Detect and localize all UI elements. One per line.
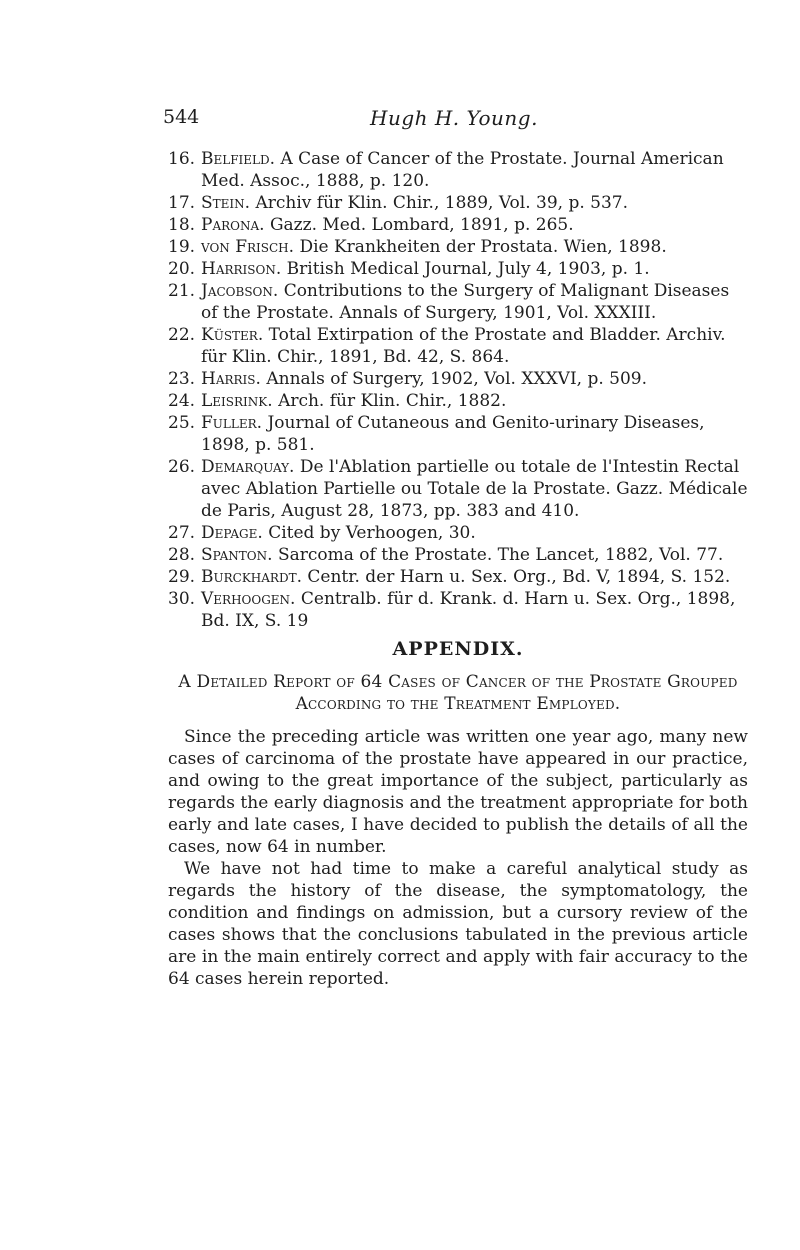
reference-item (168, 236, 748, 258)
reference-text: Arch. für Klin. Chir., 1882. (278, 391, 507, 411)
reference-number: 25. (168, 413, 196, 433)
reference-item (168, 192, 748, 214)
paragraph: Since the preceding article was written one year ago, many new cases of carcinoma of the prostate have appeared in our practice, and owing to the great importance of the subject, particularly as regards the early diagnosis and the treatment appropriate for both early and late cases, I have decided to publish the details of all the cases, now 64 in number. (168, 727, 748, 857)
appendix-subtitle: A Detailed Report of 64 Cases of Cancer of the Prostate Grouped According to the Treatment Employed. (178, 672, 738, 714)
appendix-title: APPENDIX. (392, 638, 524, 660)
reference-text: British Medical Journal, July 4, 1903, p. 1. (286, 259, 650, 279)
reference-item (168, 544, 748, 566)
reference-text: Die Krankheiten der Prostata. Wien, 1898. (299, 237, 667, 257)
page-number: 544 (163, 106, 200, 128)
reference-number: 17. (168, 193, 196, 213)
reference-text: Total Extirpation of the Prostate and Bladder. Archiv. für Klin. Chir., 1891, Bd. 42, S. 864. (201, 325, 726, 367)
reference-number: 24. (168, 391, 196, 411)
running-head: Hugh H. Young. (370, 106, 538, 130)
reference-text: Centralb. für d. Krank. d. Harn u. Sex. Org., 1898, Bd. IX, S. 19 (201, 589, 736, 631)
reference-text: Archiv für Klin. Chir., 1889, Vol. 39, p. 537. (255, 193, 628, 213)
reference-author: von Frisch. (201, 237, 295, 257)
page-header (0, 106, 800, 136)
reference-author: Leisrink. (201, 391, 273, 411)
reference-author: Jacobson. (201, 281, 279, 301)
reference-author: Küster. (201, 325, 264, 345)
reference-number: 30. (168, 589, 196, 609)
reference-text: De l'Ablation partielle ou totale de l'Intestin Rectal avec Ablation Partielle ou Totale de la Prostate. Gazz. Médicale de Paris, August 28, 1873, pp. 383 and 410. (201, 457, 748, 521)
reference-number: 29. (168, 567, 196, 587)
reference-item (168, 148, 748, 192)
reference-item (168, 412, 748, 456)
reference-list (168, 148, 748, 632)
reference-item (168, 588, 748, 632)
reference-author: Verhoogen. (201, 589, 296, 609)
reference-number: 28. (168, 545, 196, 565)
reference-author: Burckhardt. (201, 567, 302, 587)
reference-number: 26. (168, 457, 196, 477)
reference-number: 22. (168, 325, 196, 345)
reference-item (168, 390, 748, 412)
reference-author: Fuller. (201, 413, 263, 433)
reference-text: A Case of Cancer of the Prostate. Journal American Med. Assoc., 1888, p. 120. (201, 149, 724, 191)
reference-item (168, 324, 748, 368)
reference-item (168, 522, 748, 544)
reference-item (168, 258, 748, 280)
reference-text: Contributions to the Surgery of Malignant Diseases of the Prostate. Annals of Surgery, 1901, Vol. XXXIII. (201, 281, 730, 323)
reference-item (168, 566, 748, 588)
reference-number: 20. (168, 259, 196, 279)
reference-author: Belfield. (201, 149, 276, 169)
reference-number: 21. (168, 281, 196, 301)
reference-number: 27. (168, 523, 196, 543)
paragraph: We have not had time to make a careful analytical study as regards the history of the disease, the symptomatology, the condition and findings on admission, but a cursory review of the cases shows that the conclusions tabulated in the previous article are in the main entirely correct and apply with fair accuracy to the 64 cases herein reported. (168, 859, 748, 989)
reference-author: Spanton. (201, 545, 273, 565)
reference-author: Parona. (201, 215, 265, 235)
reference-number: 19. (168, 237, 196, 257)
reference-text: Centr. der Harn u. Sex. Org., Bd. V, 1894, S. 152. (307, 567, 731, 587)
appendix-section (168, 638, 748, 990)
reference-text: Annals of Surgery, 1902, Vol. XXXVI, p. 509. (266, 369, 648, 389)
reference-text: Gazz. Med. Lombard, 1891, p. 265. (269, 215, 574, 235)
appendix-body (168, 726, 748, 990)
reference-number: 18. (168, 215, 196, 235)
reference-text: Sarcoma of the Prostate. The Lancet, 1882, Vol. 77. (277, 545, 724, 565)
reference-author: Depage. (201, 523, 263, 543)
reference-author: Demarquay. (201, 457, 295, 477)
reference-item (168, 214, 748, 236)
reference-item (168, 280, 748, 324)
reference-author: Harris. (201, 369, 261, 389)
reference-author: Stein. (201, 193, 251, 213)
reference-text: Journal of Cutaneous and Genito-urinary Diseases, 1898, p. 581. (201, 413, 705, 455)
reference-number: 16. (168, 149, 196, 169)
reference-author: Harrison. (201, 259, 282, 279)
reference-text: Cited by Verhoogen, 30. (268, 523, 476, 543)
reference-item (168, 368, 748, 390)
reference-number: 23. (168, 369, 196, 389)
reference-item (168, 456, 748, 522)
